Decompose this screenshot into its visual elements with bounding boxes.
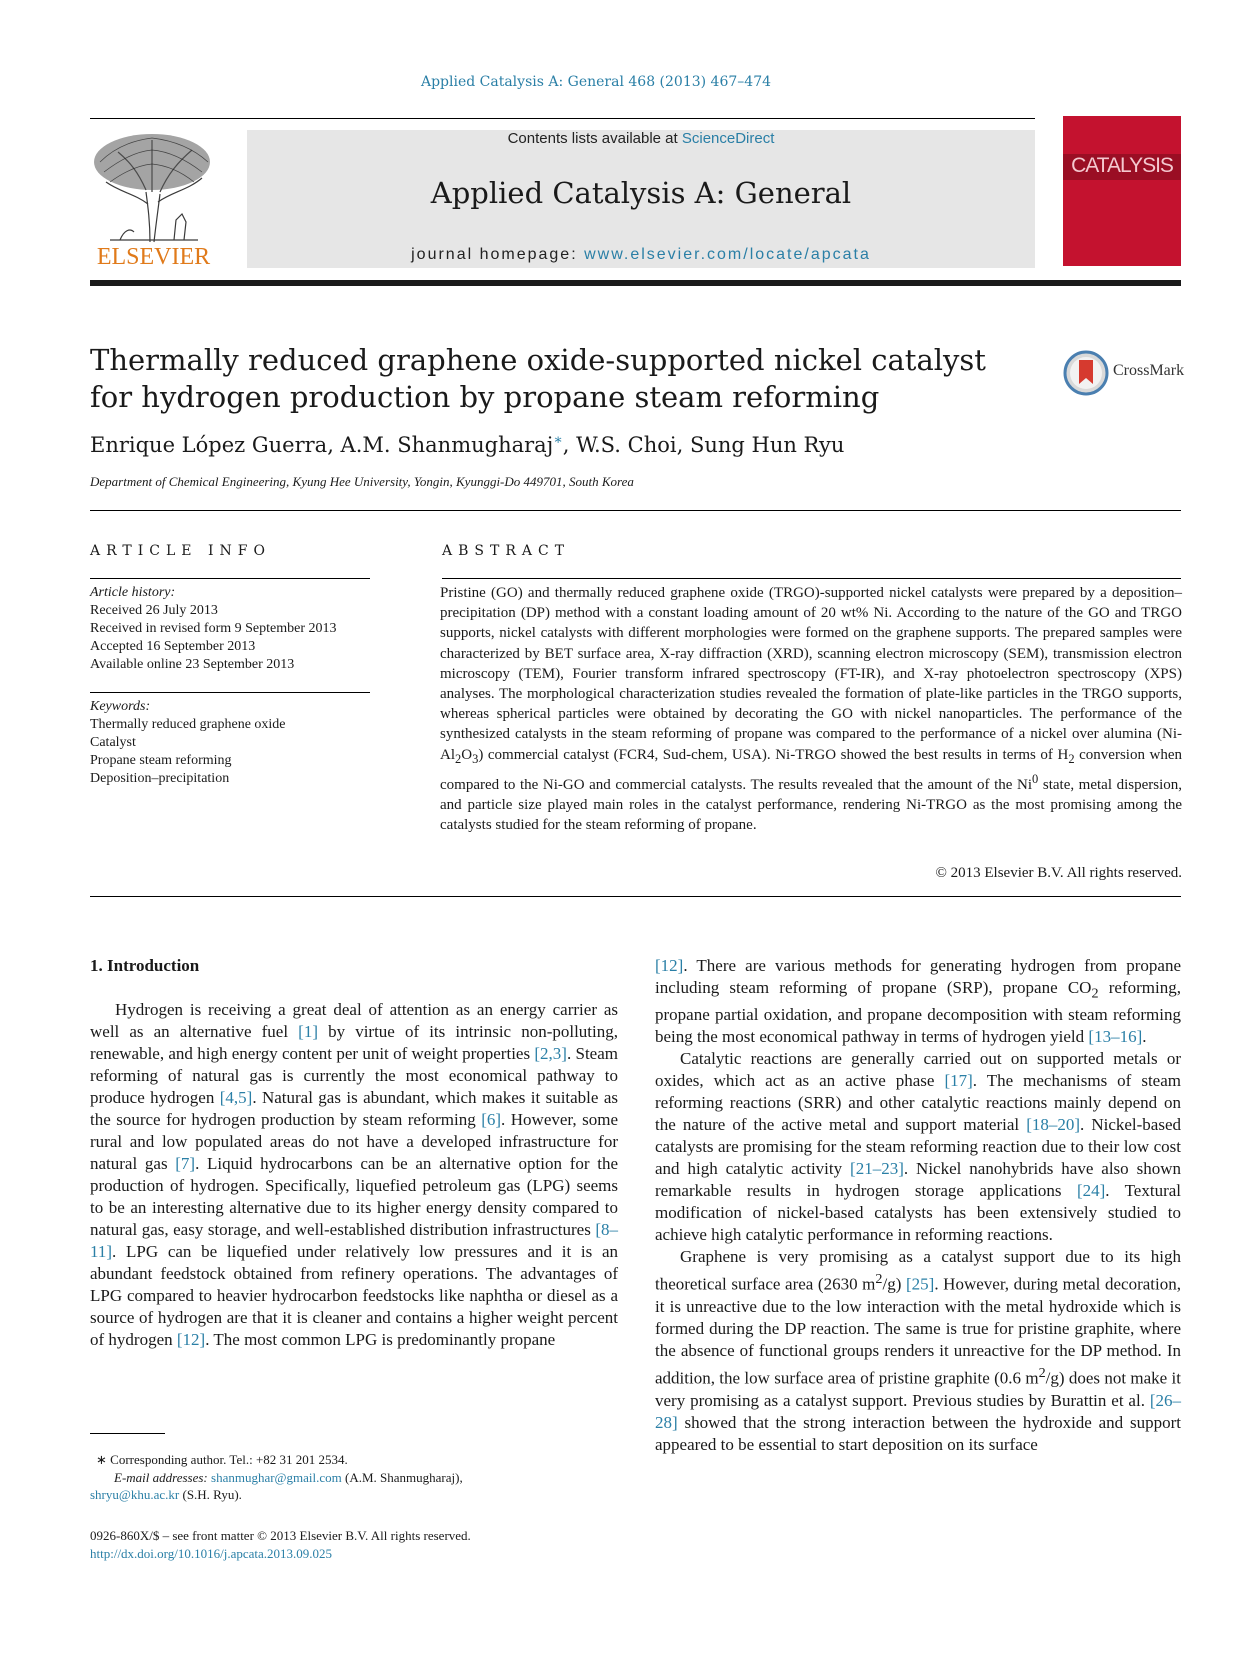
text: . — [1142, 1027, 1147, 1047]
footnote-star: ∗ — [96, 1452, 107, 1467]
contents-prefix: Contents lists available at — [507, 130, 682, 147]
body-column-right — [655, 955, 1181, 1456]
article-info-heading: ARTICLE INFO — [90, 543, 271, 559]
author-list — [90, 432, 844, 457]
text: . However, during metal decoration, it is unreactive due to the low interaction with the metal hydroxide which is formed during the DP reaction. The same is true for pristine graphite, where the absence of functional groups renders it unreactive for the DP method. In addition, the low surface area of pristine graphite (0.6 m — [655, 1275, 1182, 1388]
keyword-item: Deposition–precipitation — [90, 771, 230, 786]
corresponding-author-note — [90, 1451, 620, 1469]
text: . The mechanisms of steam reforming reactions (SRR) and other catalytic reactions mainly depend on the nature of the active metal and support material — [655, 1071, 1181, 1135]
body-column-left — [90, 999, 618, 1351]
text: . Natural gas is abundant, which makes it suitable as the source for hydrogen production by steam reforming — [90, 1088, 618, 1129]
homepage-prefix: journal homepage: — [411, 246, 585, 263]
subscript: 2 — [455, 751, 462, 766]
reference-link[interactable]: [6] — [481, 1110, 502, 1129]
reference-link[interactable]: [13–16] — [1088, 1027, 1143, 1047]
abstract-text-1: Pristine (GO) and thermally reduced graphene oxide (TRGO)-supported nickel catalysts were prepared by a deposition–precipitation (DP) method with a constant loading amount of 20 wt% Ni. According to the nature of the GO and TRGO supports, nickel catalysts with different morphologies were formed on the graphene supports. The prepared samples were characterized by BET surface area, X-ray diffraction (XRD), scanning electron microscopy (SEM), transmission electron microscopy (TEM), Fourier transform infrared spectroscopy (FT-IR), and X-ray photoelectron spectroscopy (XPS) analyses. The morphological characterization studies revealed the formation of plate-like particles in the TRGO supports, whereas spherical particles were obtained by decorating the GO with nickel nanoparticles. The performance of the synthesized catalysts in the steam reforming of propane was compared to the performance of a nickel over alumina (Ni-Al — [440, 585, 1182, 763]
abstract-copyright: © 2013 Elsevier B.V. All rights reserved. — [935, 865, 1182, 881]
text: /g) — [882, 1275, 906, 1295]
email-link[interactable]: shanmughar@gmail.com — [211, 1469, 342, 1485]
footnote-rule — [90, 1433, 165, 1434]
header-rule — [90, 118, 1035, 119]
text: . LPG can be liquefied under relatively low pressures and it is an abundant feedstock obtained from refinery operations. The advantages of LPG compared to heavier hydrocarbon feedstocks like naphtha or diesel as a source of hydrogen are that it is cleaner and contains a higher weight percent of hydrogen — [90, 1242, 618, 1349]
text: . Steam reforming of natural gas is currently the most economical pathway to produce hydrogen — [90, 1044, 618, 1107]
subscript: 2 — [1091, 985, 1099, 1002]
corresponding-author-mark[interactable]: ∗ — [553, 432, 563, 448]
keywords — [90, 698, 370, 788]
homepage-link[interactable]: www.elsevier.com/locate/apcata — [584, 246, 871, 263]
text: . However, some rural and low populated areas do not have a developed infrastructure for natural gas — [90, 1110, 618, 1173]
reference-link[interactable]: [4,5] — [219, 1088, 253, 1107]
reference-link[interactable]: [21–23] — [850, 1159, 904, 1179]
sciencedirect-link[interactable]: ScienceDirect — [681, 130, 775, 147]
paragraph — [655, 1048, 1181, 1246]
abstract-rule — [442, 578, 1181, 579]
text: . There are various methods for generating hydrogen from propane including steam reforming of propane (SRP), propane CO — [655, 956, 1181, 997]
text: . The most common LPG is predominantly propane — [205, 1330, 556, 1349]
superscript: 2 — [875, 1271, 883, 1288]
introduction-heading: 1. Introduction — [90, 956, 200, 975]
article-info-rule — [90, 578, 370, 579]
doi-link[interactable]: http://dx.doi.org/10.1016/j.apcata.2013.09.025 — [90, 1546, 333, 1561]
text: . Nickel-based catalysts are promising for the steam reforming reaction due to their low cost and high catalytic activity — [655, 1115, 1181, 1179]
footnote — [90, 1451, 620, 1504]
history-item: Received in revised form 9 September 2013 — [90, 621, 337, 636]
text: . Textural modification of nickel-based catalysts has been extensively studied to achieve high catalytic performance in reforming reactions. — [655, 1181, 1182, 1245]
authors-part-1: Enrique López Guerra, A.M. Shanmugharaj — [90, 433, 554, 457]
crossmark-icon — [1063, 350, 1109, 396]
text: . Liquid hydrocarbons can be an alternative option for the production of hydrogen. Specifically, liquefied petroleum gas (LPG) seems to be an interesting alternative due to its higher energy density compared to natural gas, easy storage, and well-established distribution infrastructures — [90, 1154, 618, 1239]
text: . Nickel nanohybrids have also shown remarkable results in hydrogen storage applications — [655, 1159, 1181, 1201]
history-item: Received 26 July 2013 — [90, 603, 218, 618]
issn-line: 0926-860X/$ – see front matter © 2013 Elsevier B.V. All rights reserved. — [90, 1528, 471, 1543]
reference-link[interactable]: [8–11] — [90, 1220, 618, 1261]
elsevier-tree-icon — [90, 132, 217, 244]
abstract-text-1b: O — [461, 746, 473, 763]
reference-link[interactable]: [7] — [175, 1154, 196, 1173]
reference-link[interactable]: [25] — [906, 1275, 935, 1295]
subscript: 2 — [1068, 751, 1075, 766]
journal-cover-image — [1063, 116, 1181, 266]
keywords-label: Keywords: — [90, 699, 151, 714]
keyword-item: Catalyst — [90, 735, 136, 750]
journal-banner — [247, 130, 1035, 268]
header-thick-rule — [90, 280, 1181, 286]
text: (A.M. Shanmugharaj), — [341, 1469, 463, 1485]
email-note — [90, 1469, 620, 1487]
text: Hydrogen is receiving a great deal of attention as an energy carrier as well as an alternative fuel — [90, 1000, 618, 1041]
paragraph — [655, 1246, 1181, 1455]
reference-link[interactable]: [18–20] — [1026, 1115, 1081, 1135]
reference-link[interactable]: [12] — [176, 1330, 206, 1349]
keywords-rule — [90, 692, 370, 693]
keyword-item: Thermally reduced graphene oxide — [90, 717, 286, 732]
section-rule — [90, 510, 1181, 511]
email-link[interactable]: shryu@khu.ac.kr — [90, 1487, 180, 1502]
abstract-heading: ABSTRACT — [442, 543, 571, 559]
abstract-text-3: conversion when compared to the Ni-GO and commercial catalysts. The results revealed that the amount of the Ni — [440, 746, 1183, 793]
history-item: Accepted 16 September 2013 — [90, 639, 256, 654]
text: Catalytic reactions are generally carried out on supported metals or oxides, which act as an active phase — [655, 1049, 1181, 1091]
abstract-text-2: ) commercial catalyst (FCR4, Sud-chem, USA). Ni-TRGO showed the best results in terms of H — [478, 746, 1069, 763]
history-item: Available online 23 September 2013 — [90, 657, 295, 672]
history-label: Article history: — [90, 585, 176, 600]
text: (S.H. Ryu). — [179, 1487, 242, 1502]
article-history — [90, 584, 370, 674]
text: /g) does not make it very promising as a catalyst support. Previous studies by Burattin et al. — [655, 1368, 1182, 1410]
superscript: 0 — [1032, 771, 1039, 786]
journal-citation[interactable]: Applied Catalysis A: General 468 (2013) 467–474 — [420, 74, 772, 90]
elsevier-logo — [90, 132, 217, 270]
email-note-continued — [90, 1486, 620, 1504]
abstract-body — [440, 583, 1182, 835]
journal-title: Applied Catalysis A: General — [430, 176, 852, 210]
front-matter — [90, 1527, 690, 1563]
email-label: E-mail addresses: — [114, 1469, 212, 1485]
paragraph — [655, 955, 1181, 1048]
contents-availability — [247, 130, 1035, 147]
reference-link[interactable]: [24] — [1076, 1181, 1106, 1201]
reference-link[interactable]: [17] — [944, 1071, 973, 1091]
superscript: 2 — [1038, 1365, 1046, 1382]
text: showed that the strong interaction between the hydroxide and support appeared to be essential to start deposition on its surface — [655, 1412, 1181, 1454]
reference-link[interactable]: [26–28] — [655, 1390, 1181, 1432]
subscript: 3 — [472, 751, 479, 766]
affiliation: Department of Chemical Engineering, Kyung Hee University, Yongin, Kyunggi-Do 449701, South Korea — [90, 474, 634, 489]
paragraph — [90, 999, 618, 1351]
reference-link[interactable]: [1] — [298, 1022, 318, 1041]
text: reforming, propane partial oxidation, and propane decomposition with steam reforming being the most economical pathway in terms of hydrogen yield — [655, 978, 1181, 1047]
text: Graphene is very promising as a catalyst support due to its high theoretical surface area (2630 m — [655, 1247, 1181, 1295]
cover-title: CATALYSIS — [1071, 154, 1173, 177]
keyword-item: Propane steam reforming — [90, 753, 232, 768]
text: by virtue of its intrinsic non-polluting, renewable, and high energy content per unit of weight properties — [90, 1022, 618, 1063]
elsevier-wordmark: ELSEVIER — [96, 244, 211, 270]
crossmark-label: CrossMark — [1113, 362, 1185, 379]
crossmark-badge[interactable] — [1063, 350, 1193, 396]
journal-homepage — [247, 246, 1035, 264]
abstract-bottom-rule — [90, 896, 1181, 897]
abstract-text-4: state, metal dispersion, and particle size played main roles in the catalyst performance, rendering Ni-TRGO as the most promising among the catalysts studied for the steam reforming of propane. — [440, 776, 1182, 834]
reference-link[interactable]: [12] — [655, 956, 684, 975]
authors-part-2: , W.S. Choi, Sung Hun Ryu — [562, 433, 845, 457]
article-title: Thermally reduced graphene oxide-supported nickel catalyst for hydrogen production by propane steam reforming — [90, 343, 986, 414]
text: Corresponding author. Tel.: +82 31 201 2534. — [106, 1452, 348, 1467]
reference-link[interactable]: [2,3] — [534, 1044, 567, 1063]
